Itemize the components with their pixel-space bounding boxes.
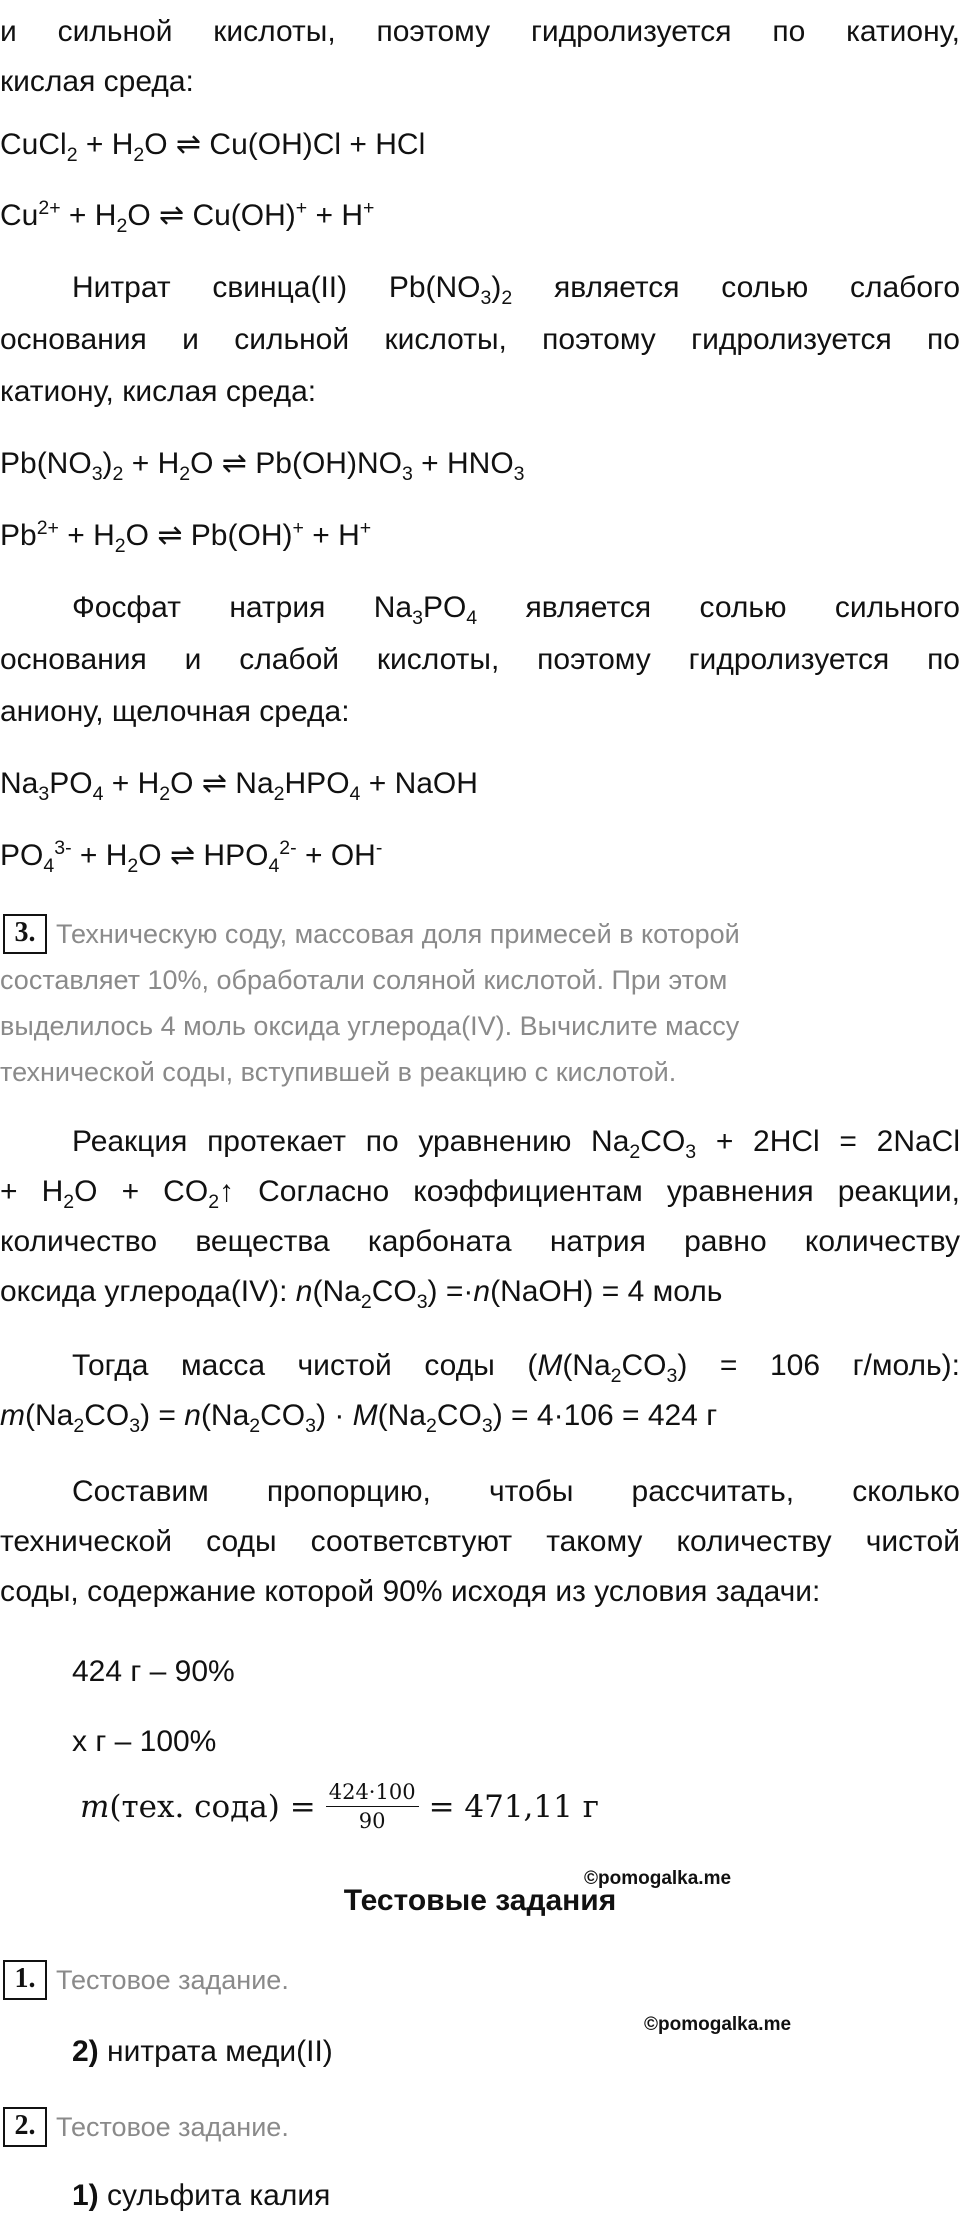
cucl2-ionic-equation: $Cu^{2+} + H_2O$ ⇌ Cu(OH)+ + H+	[0, 197, 375, 237]
intro-line-2: кислая среда:	[0, 65, 194, 98]
pbno3-line-3: катиону, кислая среда:	[0, 375, 317, 408]
solution-p1-line-2: + $H_2O$ + $CO_2↑$ Согласно коэффициентам уравнения реакции,	[0, 1175, 960, 1213]
formula-lhs-var: m	[80, 1788, 110, 1825]
solution-p1-line-4: оксида углерода(IV): $n(Na_2CO_3)$ =·n(NaOH) = 4 моль	[0, 1275, 723, 1313]
pbno3-line-1: Нитрат свинца(II) $Pb(NO_3)_2$ является солью слабого	[72, 271, 960, 309]
formula-denominator: 90	[358, 1809, 386, 1833]
intro-line-1: и сильной кислоты, поэтому гидролизуется по катиону,	[0, 15, 960, 48]
result-formula	[80, 1780, 599, 1833]
na3po4-line-1: Фосфат натрия $Na_3PO_4$ является солью сильного	[72, 591, 960, 629]
test-2-number-box: 2.	[3, 2107, 47, 2147]
solution-p1-line-3: количество вещества карбоната натрия равно количеству	[0, 1225, 960, 1258]
watermark-1: ©pomogalka.me	[584, 1868, 732, 1889]
pbno3-molecular-equation: $Pb(NO_3)_2 + H_2O$ ⇌ $Pb(OH)NO_3 + HNO_3$	[0, 447, 525, 485]
solution-p2-line-2: $m(Na_2CO_3) = n(Na_2CO_3) \cdot M(Na_2CO_3) = 4\cdot 106 = 424$ г	[0, 1399, 718, 1437]
task-3-text-line-4: технической соды, вступившей в реакцию с кислотой.	[0, 1057, 677, 1087]
test-2-text: Тестовое задание.	[56, 2112, 289, 2142]
solution-p2-line-1: Тогда масса чистой соды ($M(Na_2CO_3) = 106$ г/моль):	[72, 1349, 960, 1387]
test-1-answer: 2) нитрата меди(II)	[72, 2035, 333, 2068]
formula-lhs-arg: (тех. сода) =	[109, 1788, 316, 1825]
task-3-text-line-3: выделилось 4 моль оксида углерода(IV). Вычислите массу	[0, 1011, 740, 1041]
tests-title: Тестовые задания	[343, 1884, 617, 1917]
na3po4-line-3: аниону, щелочная среда:	[0, 695, 350, 728]
na3po4-molecular-equation: $Na_3PO_4 + H_2O$ ⇌ $Na_2HPO_4$ + NaOH	[0, 767, 478, 805]
formula-fraction	[326, 1780, 419, 1833]
solution-p3-line-2: технической соды соответсвтуют такому количеству чистой	[0, 1525, 960, 1558]
formula-rhs: = 471,11 г	[428, 1788, 599, 1825]
cucl2-molecular-equation: CuCl$_2$ + $H_2O$ ⇌ Cu(OH)Cl + HCl	[0, 128, 426, 166]
watermark-2: ©pomogalka.me	[644, 2014, 792, 2035]
pbno3-ionic-equation: $Pb^{2+} + H_2O$ ⇌ Pb(OH)+ + H+	[0, 517, 372, 557]
solution-p3-line-3: соды, содержание которой 90% исходя из условия задачи:	[0, 1575, 821, 1608]
solution-p1-line-1: Реакция протекает по уравнению $Na_2CO_3 + 2HCl$ = 2NaCl	[72, 1125, 960, 1163]
formula-numerator: 424·100	[326, 1780, 419, 1807]
proportion-line-2: x г – 100%	[72, 1725, 217, 1758]
test-1-number-box: 1.	[3, 1960, 47, 2000]
task-3-text-line-2: составляет 10%, обработали соляной кислотой. При этом	[0, 965, 728, 995]
na3po4-line-2: основания и слабой кислоты, поэтому гидролизуется по	[0, 643, 960, 676]
proportion-line-1: 424 г – 90%	[72, 1655, 235, 1688]
na3po4-ionic-equation: $PO_4^{3-} + H_2O$ ⇌ $HPO_4^{2-} + OH^-$	[0, 837, 383, 877]
task-3-text-line-1: Техническую соду, массовая доля примесей в которой	[56, 919, 740, 949]
test-1-text: Тестовое задание.	[56, 1965, 289, 1995]
test-2-answer: 1) сульфита калия	[72, 2179, 331, 2212]
solution-p3-line-1: Составим пропорцию, чтобы рассчитать, сколько	[72, 1475, 960, 1508]
pbno3-line-2: основания и сильной кислоты, поэтому гидролизуется по	[0, 323, 960, 356]
task-3-number-box: 3.	[3, 914, 47, 954]
